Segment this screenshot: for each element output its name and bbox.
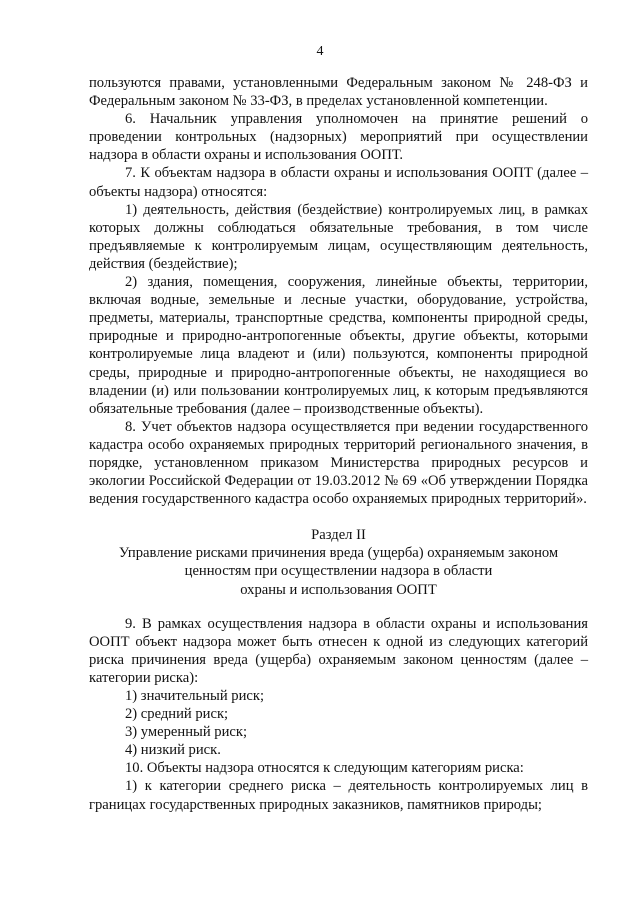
paragraph: пользуются правами, установленными Федеральным законом № 248-ФЗ и Федеральным законом № 33-ФЗ, в пределах установленной компетенции. bbox=[89, 75, 588, 110]
list-item: 1) значительный риск; bbox=[125, 688, 265, 704]
list-item: 3) умеренный риск; bbox=[125, 724, 248, 741]
paragraph: 7. К объектам надзора в области охраны и использования ООПТ (далее – объекты надзора) относятся: bbox=[89, 165, 588, 200]
paragraphs-top bbox=[89, 74, 588, 508]
section-title-line: Управление рисками причинения вреда (ущерба) охраняемым законом bbox=[118, 545, 559, 562]
paragraph: 8. Учет объектов надзора осуществляется при ведении государственного кадастра особо охраняемых природных территорий регионального значения, в порядке, установленном приказом Министерства природных ресурсов и экологии Российской Федерации от 19.03.2012 № 69 «Об утверждении Порядка ведения государственного кадастра особо охраняемых природных территорий». bbox=[89, 418, 588, 508]
section-heading bbox=[89, 526, 588, 598]
list-item: 1) деятельность, действия (бездействие) контролируемых лиц, в рамках которых должны соблюдаться обязательные требования, в том числе предъявляемые к контролируемым лицам, осуществляющим деятельность, действия (бездействие); bbox=[89, 201, 588, 272]
list-item: 2) здания, помещения, сооружения, линейные объекты, территории, включая водные, земельные и лесные участки, оборудование, устройства, предметы, материалы, транспортные средства, компоненты природной среды, природные и природно-антропогенные объекты, другие объекты, которыми контролируемые лица владеют и (или) пользуются, компоненты природной среды, природные и природно-антропогенные объекты, не находящиеся во владении (и) или пользовании контролируемых лиц, к которым предъявляются обязательные требования (далее – производственные объекты). bbox=[89, 274, 588, 417]
paragraph: 10. Объекты надзора относятся к следующим категориям риска: bbox=[125, 760, 524, 777]
paragraph: 6. Начальник управления уполномочен на принятие решений о проведении контрольных (надзорных) мероприятий при осуществлении надзора в области охраны и использования ООПТ. bbox=[89, 111, 588, 164]
paragraph: 9. В рамках осуществления надзора в области охраны и использования ООПТ объект надзора может быть отнесен к одной из следующих категорий риска причинения вреда (ущерба) охраняемым законом ценностям (далее – категории риска): bbox=[89, 615, 588, 686]
list-item: 1) к категории среднего риска – деятельность контролируемых лиц в границах государственных природных заказников, памятников природы; bbox=[89, 778, 588, 813]
page-number: 4 bbox=[316, 44, 324, 59]
section-title-line: охраны и использования ООПТ bbox=[240, 581, 437, 598]
spacer bbox=[89, 599, 588, 615]
section-number: Раздел II bbox=[311, 527, 366, 544]
section-title-line: ценностям при осуществлении надзора в области bbox=[184, 563, 493, 580]
list-item: 2) средний риск; bbox=[125, 706, 229, 723]
document-body bbox=[89, 74, 588, 814]
spacer bbox=[89, 508, 588, 526]
paragraphs-bottom bbox=[89, 615, 588, 814]
list-item: 4) низкий риск. bbox=[125, 742, 221, 759]
